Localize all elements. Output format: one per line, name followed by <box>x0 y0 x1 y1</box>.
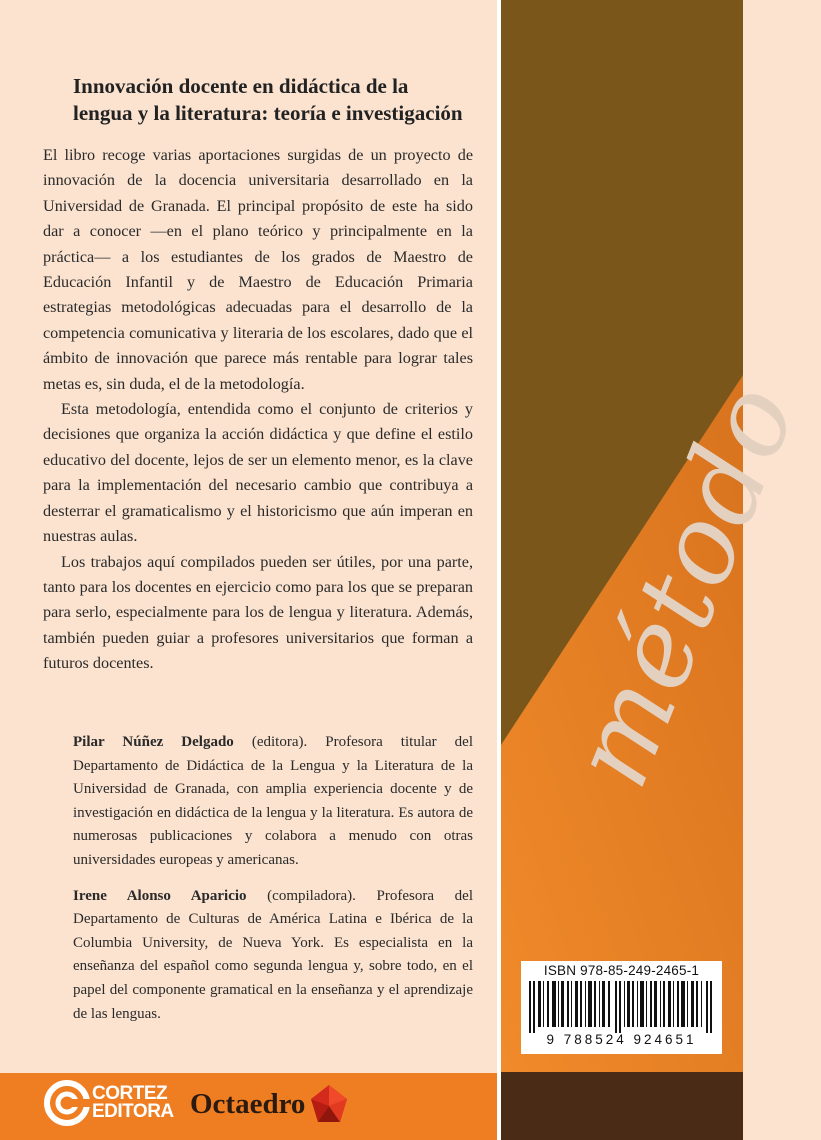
cortez-logo-text <box>92 1085 174 1121</box>
octaedro-wordmark: Octaedro <box>190 1087 306 1120</box>
barcode-icon <box>529 981 714 1033</box>
author-name: Irene Alonso Aparicio <box>73 887 247 904</box>
panel-divider <box>497 0 501 1140</box>
author-bio <box>73 885 473 1027</box>
description-paragraph: Esta metodología, entendida como el conjunto de criterios y decisiones que organiza la acción didáctica y que define el estilo educativo del docente, lejos de ser un elemento menor, es la clave para la implementación del necesario cambio que contribuya a desterrar el gramaticalismo y el historicismo que aún imperan en nuestras aulas. <box>43 400 473 546</box>
octahedron-icon <box>309 1084 349 1124</box>
barcode-digits: 9 788524 924651 <box>546 1032 697 1047</box>
author-name: Pilar Núñez Delgado <box>73 734 234 750</box>
author-bios <box>73 731 473 1038</box>
description-paragraph: Los trabajos aquí compilados pueden ser útiles, por una parte, tanto para los docentes en ejercicio como para los que se preparan para serlo, especialmente para los de lengua y literatura. Además, también pueden guiar a profesores universitarios que forman a futuros docentes. <box>43 552 473 673</box>
cortez-editora-logo <box>44 1080 174 1126</box>
title-line-2: lengua y la literatura: teoría e investigación <box>73 101 463 125</box>
isbn-barcode-box <box>521 961 722 1054</box>
cortez-logo-icon <box>44 1080 90 1126</box>
isbn-label: ISBN 978-85-249-2465-1 <box>543 963 700 978</box>
cortez-wordmark-line-2: EDITORA <box>92 1101 174 1122</box>
series-label: método <box>547 366 821 804</box>
cortez-wordmark-line-1: CORTEZ <box>92 1083 168 1104</box>
spine-bottom-band <box>501 1072 743 1140</box>
book-description <box>43 143 473 677</box>
author-bio <box>73 731 473 873</box>
author-bio-text: (compiladora). Profesora del Departamento de Culturas de América Latina e Ibérica de la Columbia University, de Nueva York. Es especialista en la enseñanza del español como segunda lengua y, sobre todo, en el papel del componente gramatical en la enseñanza y el aprendizaje de las lenguas. <box>73 887 473 1022</box>
book-title <box>73 73 483 127</box>
octaedro-logo <box>190 1084 349 1124</box>
author-bio-text: (editora). Profesora titular del Departamento de Didáctica de la Lengua y la Literatura de la Universidad de Granada, con amplia experiencia docente y de investigación en didáctica de la lengua y la literatura. Es autora de numerosas publicaciones y colabora a menudo con otras universidades europeas y americanas. <box>73 734 474 868</box>
description-paragraph: El libro recoge varias aportaciones surgidas de un proyecto de innovación de la docencia universitaria desarrollado en la Universidad de Granada. El principal propósito de este ha sido dar a conocer —en el plano teórico y principalmente en la práctica— a los estudiantes de los grados de Maestro de Educación Infantil y de Maestro de Educación Primaria estrategias metodológicas adecuadas para el desarrollo de la competencia comunicativa y literaria de los escolares, dado que el ámbito de innovación que parece más rentable para lograr tales metas es, sin duda, el de la metodología. <box>43 146 473 393</box>
title-line-1: Innovación docente en didáctica de la <box>73 74 409 98</box>
